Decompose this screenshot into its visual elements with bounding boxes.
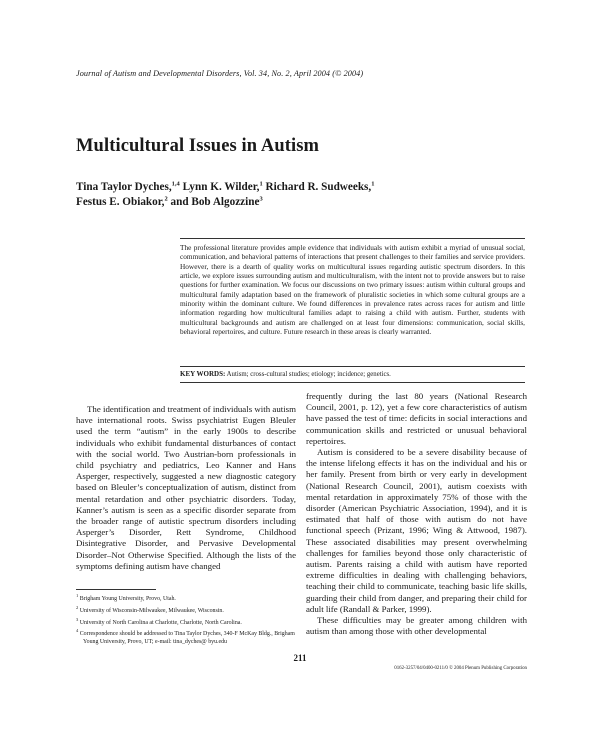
abstract-bottom-rule xyxy=(180,366,525,367)
author-name: Richard R. Sudweeks, xyxy=(265,181,372,193)
author-list xyxy=(76,180,496,209)
author-affiliation-mark: 3 xyxy=(259,194,263,202)
footnote-text: University of Wisconsin-Milwaukee, Milwaukee, Wisconsin. xyxy=(79,607,224,614)
author-name: and Bob Algozzine xyxy=(170,195,260,208)
body-paragraph: Autism is considered to be a severe disability because of the intense lifelong effects it has on the individual and his or her family. Present from birth or very early in development (National Research Council, 2001), autism coexists with mental retardation in approximately 75% of those with the disorder (American Psychiatric Association, 1994), and it is estimated that half of those with autism do not have functional speech (Prizant, 1996; Wing & Attwood, 1987). These associated disabilities may present overwhelming challenges for families beyond those only characteristic of autism. Parents raising a child with autism have reported extreme difficulties in dealing with challenging behaviors, teaching their child to communicate, teaching basic life skills, guarding their child from danger, and preparing their child for adult life (Randall & Parker, 1999). xyxy=(306,447,527,614)
footnote xyxy=(76,604,296,616)
footnote xyxy=(76,627,296,647)
copyright-line: 0162-3257/04/0400-0211/0 © 2004 Plenum Publishing Corporation xyxy=(394,666,527,671)
body-column-right xyxy=(306,391,527,637)
keywords-bottom-rule xyxy=(180,382,525,383)
author-name: Lynn K. Wilder, xyxy=(182,181,260,193)
footnote-text: Correspondence should be addressed to Tina Taylor Dyches, 340-F McKay Bldg., Brigham Young University, Provo, UT; e-mail: tina_dyches@ byu.edu xyxy=(79,631,295,646)
author-affiliation-mark: 1,4 xyxy=(171,180,180,188)
body-paragraph: frequently during the last 80 years (National Research Council, 2001, p. 12), yet a few core characteristics of autism have passed the test of time: deficits in social interactions and communication skills and restricted or unusual behavioral repertoires. xyxy=(306,391,527,446)
keywords-label: KEY WORDS: xyxy=(180,370,226,378)
keywords-text: Autism; cross-cultural studies; etiology; incidence; genetics. xyxy=(226,371,391,378)
author-name: Tina Taylor Dyches, xyxy=(76,181,172,193)
abstract: The professional literature provides ample evidence that individuals with autism exhibit a myriad of unusual social, communication, and behavioral patterns of interactions that present challenges to their families and service providers. However, there is a dearth of quality works on multicultural issues regarding autistic spectrum disorders. In this article, we explore issues surrounding autism and multiculturalism, with the intent not to provide answers but to raise questions for further examination. We focus our discussions on two primary issues: autism within cultural groups and multicultural family adaptation based on the framework of pluralistic societies in which some cultural groups are a minority within the dominant culture. We found differences in prevalence rates across races for autism and little information regarding how multicultural families adapt to raising a child with autism. Further, students with multicultural backgrounds and autism are challenged on at least four dimensions: communication, social skills, behavioral repertoires, and culture. Future research in these areas is clearly warranted. xyxy=(180,243,525,337)
footnote-rule xyxy=(76,589,156,590)
footnote-mark: 1 xyxy=(76,593,79,598)
page-number: 211 xyxy=(293,653,307,663)
footnote-mark: 3 xyxy=(76,616,79,622)
author-affiliation-mark: 1 xyxy=(259,180,263,188)
footnote xyxy=(76,616,296,628)
body-column-left xyxy=(76,404,296,572)
footnote-text: Brigham Young University, Provo, Utah. xyxy=(79,595,176,602)
footnote-text: University of North Carolina at Charlotte, Charlotte, North Carolina. xyxy=(79,619,242,626)
author-name: Festus E. Obiakor, xyxy=(76,195,165,208)
article-title: Multicultural Issues in Autism xyxy=(76,136,320,156)
footnote-mark: 2 xyxy=(76,604,79,610)
abstract-top-rule xyxy=(180,238,525,239)
author-affiliation-mark: 1 xyxy=(371,180,375,188)
footnotes xyxy=(76,592,296,647)
keywords xyxy=(180,370,525,378)
author-affiliation-mark: 2 xyxy=(164,194,168,202)
journal-citation: Journal of Autism and Developmental Disorders, Vol. 34, No. 2, April 2004 (© 2004) xyxy=(76,69,364,78)
body-paragraph: These difficulties may be greater among children with autism than among those with other developmental xyxy=(306,615,527,637)
footnote-mark: 4 xyxy=(76,628,79,634)
footnote xyxy=(76,592,296,604)
body-paragraph: The identification and treatment of individuals with autism have international roots. Swiss psychiatrist Eugen Bleuler used the term “autism” in the early 1900s to describe individuals who exhibit fundamental disturbances of contact with the social world. Two Austrian-born professionals in child psychiatry and pediatrics, Leo Kanner and Hans Asperger, respectively, suggested a new diagnostic category based on Bleuler’s conceptualization of autism, distinct from mental retardation and other psychiatric disorders. Today, Kanner’s autism is seen as a specific disorder separate from the broader range of autistic spectrum disorders including Asperger’s Disorder, Rett Syndrome, Childhood Disintegrative Disorder, and Pervasive Developmental Disorder–Not Otherwise Specified. Although the lists of the symptoms defining autism have changed xyxy=(76,404,296,571)
